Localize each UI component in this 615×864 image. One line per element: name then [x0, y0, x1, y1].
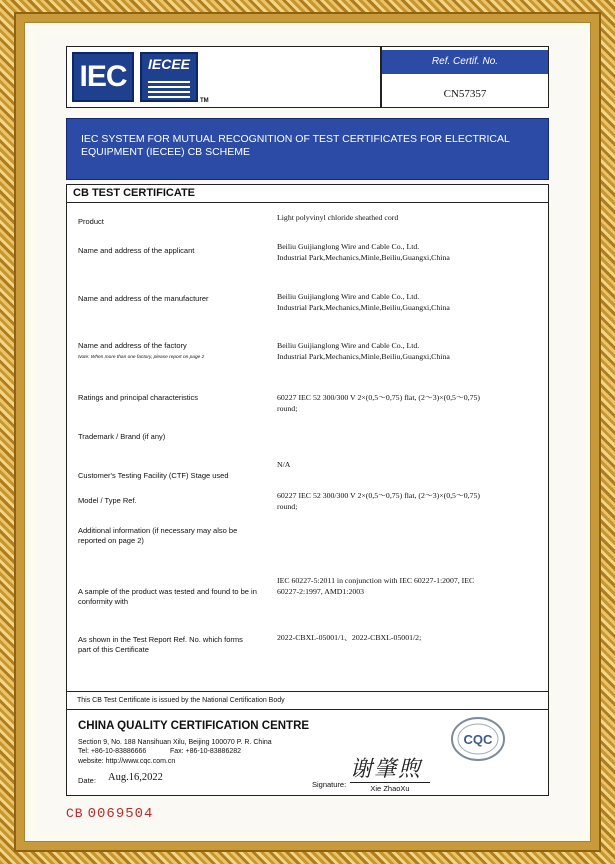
field-value-factory: Beiliu Guijianglong Wire and Cable Co., Ltd. Industrial Park,Mechanics,Minle,Beiliu,Guangxi,China — [277, 341, 450, 361]
trademark-mark: TM — [200, 98, 209, 104]
field-label-ratings: Ratings and principal characteristics — [78, 393, 199, 402]
signatory-name: Xie ZhaoXu — [350, 782, 430, 793]
signature-handwriting: 谢肇煦 — [350, 756, 423, 781]
field-label-factory-text: Name and address of the factory — [78, 341, 187, 350]
field-label-applicant: Name and address of the applicant — [78, 246, 195, 255]
field-label-model: Model / Type Ref. — [78, 496, 137, 505]
fields-box — [66, 202, 549, 692]
certification-body-fax: Fax: +86-10-83886282 — [170, 748, 242, 755]
ref-number: CN57357 — [443, 88, 487, 100]
field-note-factory: Note: When more than one factory, please report on page 2 — [78, 355, 205, 360]
signature-label: Signature: — [312, 780, 347, 789]
certification-body-tel: Tel: +86-10-83886666 — [78, 748, 147, 755]
cqc-logo — [446, 716, 510, 762]
iecee-logo-lines-icon — [148, 78, 190, 98]
cqc-logo-text: CQC — [463, 732, 493, 747]
certification-body-name: CHINA QUALITY CERTIFICATION CENTRE — [78, 720, 310, 732]
issued-by: This CB Test Certificate is issued by the National Certification Body — [66, 692, 549, 710]
field-value-ratings: 60227 IEC 52 300/300 V 2×(0,5～0,75) flat, (2～3)×(0,5～0,75) round; — [277, 393, 480, 413]
date-value: Aug.16,2022 — [108, 772, 163, 783]
ref-label: Ref. Certif. No. — [382, 50, 548, 74]
field-label-manufacturer: Name and address of the manufacturer — [78, 294, 209, 303]
serial-prefix: CB — [66, 806, 84, 821]
certificate-title: CB TEST CERTIFICATE — [66, 184, 549, 202]
field-label-report: As shown in the Test Report Ref. No. which forms part of this Certificate — [78, 635, 243, 654]
serial-number — [66, 806, 153, 822]
field-value-applicant: Beiliu Guijianglong Wire and Cable Co., Ltd. Industrial Park,Mechanics,Minle,Beiliu,Guangxi,China — [277, 242, 450, 262]
certification-body-address: Section 9, No. 188 Nansihuan Xilu, Beijing 100070 P. R. China — [78, 739, 272, 746]
certification-body-website: website: http://www.cqc.com.cn — [78, 758, 176, 765]
date-label: Date: — [78, 776, 96, 785]
iecee-logo — [140, 52, 198, 102]
iec-logo: IEC — [72, 52, 134, 102]
serial-value: 0069504 — [87, 806, 154, 822]
field-value-ctf: N/A — [277, 460, 291, 469]
iecee-logo-text: IECEE — [147, 56, 190, 72]
field-value-model: 60227 IEC 52 300/300 V 2×(0,5～0,75) flat, (2～3)×(0,5～0,75) round; — [277, 491, 480, 511]
field-label-ctf: Customer's Testing Facility (CTF) Stage used — [78, 471, 229, 480]
field-value-manufacturer: Beiliu Guijianglong Wire and Cable Co., Ltd. Industrial Park,Mechanics,Minle,Beiliu,Guangxi,China — [277, 292, 450, 312]
field-label-factory — [78, 341, 204, 363]
field-label-conformity: A sample of the product was tested and found to be in conformity with — [78, 587, 257, 606]
field-label-product: Product — [78, 217, 104, 226]
field-value-conformity: IEC 60227-5:2011 in conjunction with IEC 60227-1:2007, IEC 60227-2:1997, AMD1:2003 — [277, 576, 475, 596]
field-label-trademark: Trademark / Brand (if any) — [78, 432, 166, 441]
field-value-report: 2022-CBXL-05001/1、2022-CBXL-05001/2; — [277, 633, 422, 642]
scheme-title: IEC SYSTEM FOR MUTUAL RECOGNITION OF TEST CERTIFICATES FOR ELECTRICAL EQUIPMENT (IECEE) CB SCHEME — [66, 118, 549, 180]
field-label-additional: Additional information (if necessary may also be reported on page 2) — [78, 526, 238, 545]
field-value-product: Light polyvinyl chloride sheathed cord — [277, 213, 399, 222]
